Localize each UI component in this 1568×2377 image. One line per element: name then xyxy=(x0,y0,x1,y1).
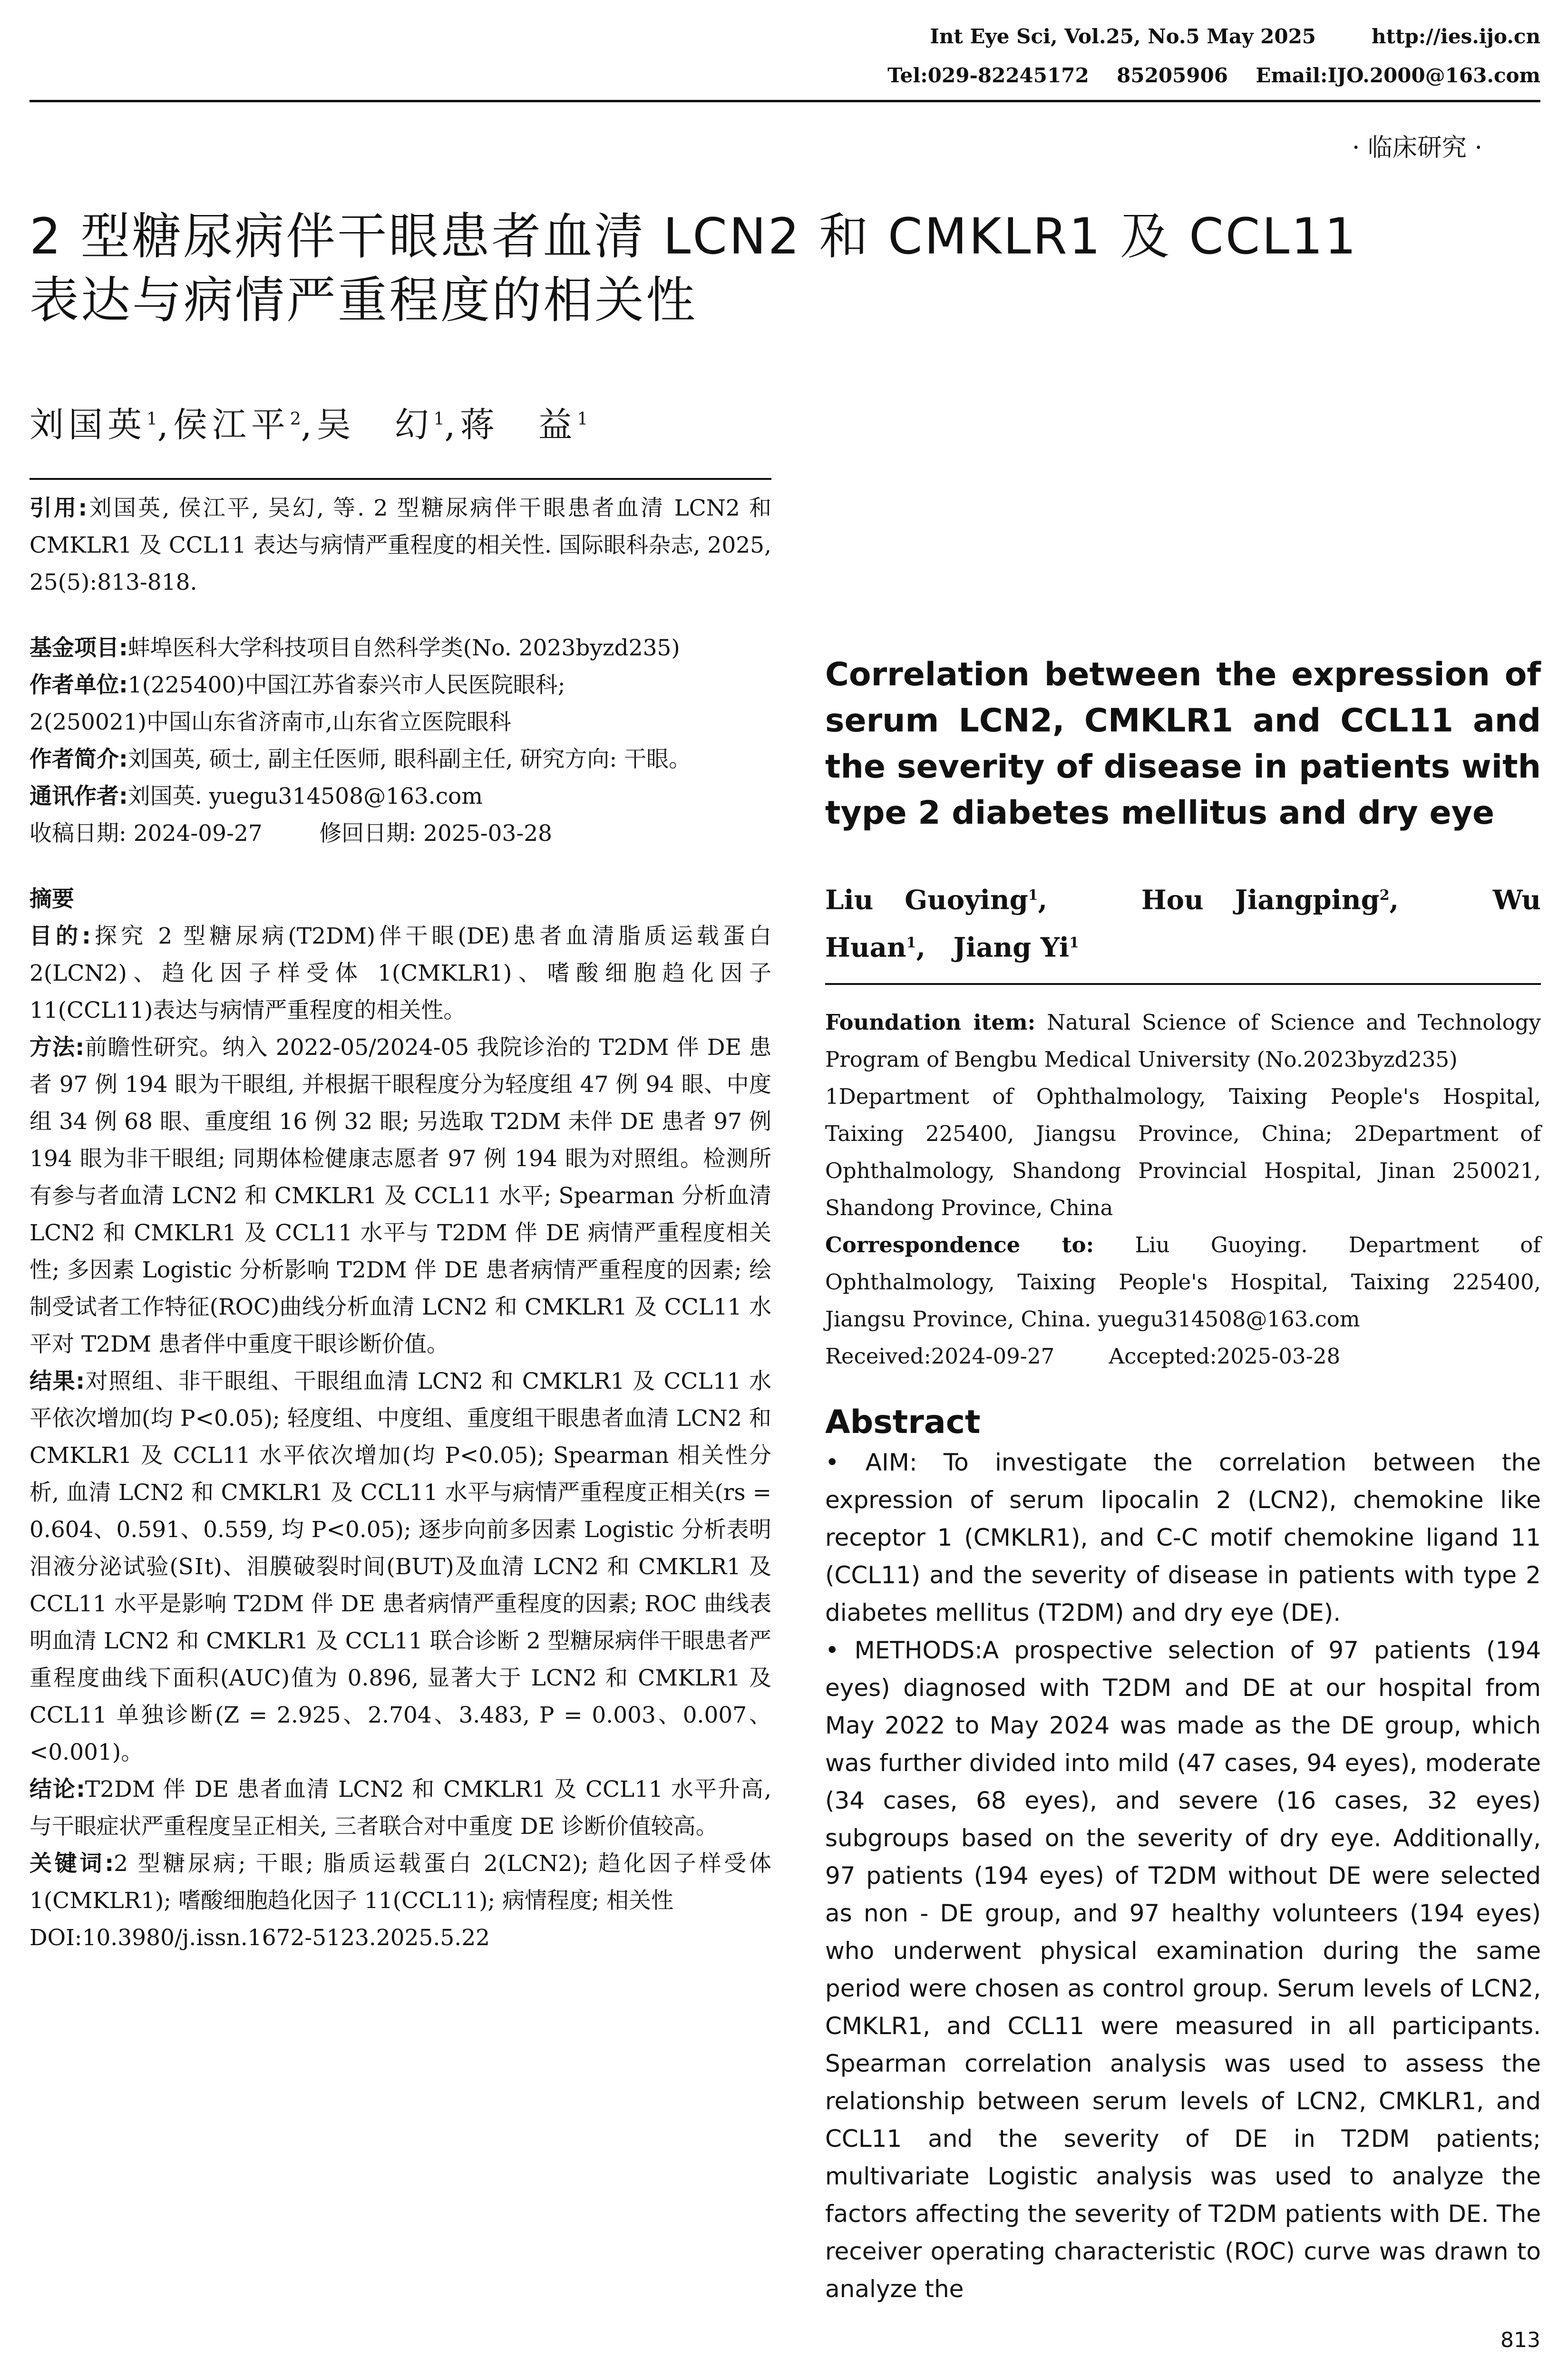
correspondence-cn xyxy=(29,778,771,815)
abstract-methods-en xyxy=(825,1632,1541,2308)
foundation-label: Foundation item: xyxy=(825,1010,1036,1035)
bio-text: 刘国英, 硕士, 副主任医师, 眼科副主任, 研究方向: 干眼。 xyxy=(127,746,691,772)
citation-text: 刘国英, 侯江平, 吴幻, 等. 2 型糖尿病伴干眼患者血清 LCN2 和 CMKLR1 及 CCL11 表达与病情严重程度的相关性. 国际眼科杂志, 2025, 25(5):813-818. xyxy=(29,495,771,595)
english-correspondence xyxy=(825,1227,1541,1338)
page-number: 813 xyxy=(1500,2328,1540,2352)
methods-label-en: • METHODS: xyxy=(825,1637,983,1665)
journal-info: Int Eye Sci, Vol.25, No.5 May 2025 http://ies.ijo.cn xyxy=(930,25,1540,48)
author-affil-mark: 1 xyxy=(433,409,445,429)
author-bio xyxy=(29,741,771,778)
keywords-text: 2 型糖尿病; 干眼; 脂质运载蛋白 2(LCN2); 趋化因子样受体 1(CMKLR1); 嗜酸细胞趋化因子 11(CCL11); 病情程度; 相关性 xyxy=(29,1851,771,1914)
spacer xyxy=(825,1375,1541,1401)
article-title xyxy=(29,205,1542,332)
author-affil-mark: 1 xyxy=(577,409,588,429)
received-date: 收稿日期: 2024-09-27 xyxy=(29,820,263,847)
doi: DOI:10.3980/j.issn.1672-5123.2025.5.22 xyxy=(29,1925,490,1951)
funding xyxy=(29,630,771,667)
author-list-en: Liu Guoying$^1$, Hou Jiangping$^2$, Wu Huan$^1$, Jiang Yi$^1$ xyxy=(825,884,1541,964)
results-label: 结果: xyxy=(29,1368,85,1394)
spacer xyxy=(29,852,771,881)
right-column xyxy=(825,652,1541,2308)
author-affil-mark: 1 xyxy=(146,409,157,429)
objective-label: 目的: xyxy=(29,923,91,949)
english-author-divider xyxy=(825,983,1541,985)
dates-cn xyxy=(29,815,771,852)
keywords-label: 关键词: xyxy=(29,1851,114,1877)
header-divider xyxy=(29,100,1540,102)
revised-date: 修回日期: 2025-03-28 xyxy=(319,820,553,847)
results-text: 对照组、非干眼组、干眼组血清 LCN2 和 CMKLR1 及 CCL11 水平依次增加(均 P<0.05); 轻度组、中度组、重度组干眼患者血清 LCN2 和 CMKLR1 及 CCL11 水平依次增加(均 P<0.05); Spearman 相关性分析, 血清 LCN2 和 CMKLR1 及 CCL11 水平与病情严重程度正相关(rs = 0.604、0.591、0.559, 均 P<0.05); 逐步向前多因素 Logistic 分析表明泪液分泌试验(SⅠt)、泪膜破裂时间(BUT)及血清 LCN2 和 CMKLR1 及 CCL11 水平是影响 T2DM 伴 DE 患者病情严重程度的因素; ROC 曲线表明血清 LCN2 和 CMKLR1 及 CCL11 联合诊断 2 型糖尿病伴干眼患者严重程度曲线下面积(AUC)值为 0.896, 显著大于 LCN2 和 CMKLR1 及 CCL11 单独诊断(Z = 2.925、2.704、3.483, P = 0.003、0.007、<0.001)。 xyxy=(29,1368,771,1765)
abstract-methods xyxy=(29,1029,771,1363)
author-name: 吴 幻 xyxy=(316,405,434,445)
correspondence-label-en: Correspondence to: xyxy=(825,1232,1094,1258)
accepted-date-en: Accepted:2025-03-28 xyxy=(1109,1344,1341,1369)
author-name: Hou Jiangping xyxy=(1141,884,1380,916)
conclusion-label: 结论: xyxy=(29,1776,85,1802)
funding-label: 基金项目: xyxy=(29,635,128,661)
author-affil-mark: 1 xyxy=(1069,934,1080,951)
title-line-2: 表达与病情严重程度的相关性 xyxy=(29,271,698,329)
english-title: Correlation between the expression of serum LCN2, CMKLR1 and CCL11 and the severity of disease in patients with type 2 diabetes mellitus and dry eye xyxy=(825,656,1541,832)
abstract-heading-en: Abstract xyxy=(825,1403,981,1442)
affiliation-text-1: 1(225400)中国江苏省泰兴市人民医院眼科; xyxy=(127,672,565,698)
methods-text: 前瞻性研究。纳入 2022-05/2024-05 我院诊治的 T2DM 伴 DE 患者 97 例 194 眼为干眼组, 并根据干眼程度分为轻度组 47 例 94 眼、中度组 34 例 68 眼、重度组 16 例 32 眼; 另选取 T2DM 未伴 DE 患者 97 例 194 眼为非干眼组; 同期体检健康志愿者 97 例 194 眼为对照组。检测所有参与者血清 LCN2 和 CMKLR1 及 CCL11 水平; Spearman 分析血清 LCN2 和 CMKLR1 及 CCL11 水平与 T2DM 伴 DE 病情严重程度相关性; 多因素 Logistic 分析影响 T2DM 伴 DE 患者病情严重程度的因素; 绘制受试者工作特征(ROC)曲线分析血清 LCN2 和 CMKLR1 及 CCL11 水平对 T2DM 患者伴中重度干眼诊断价值。 xyxy=(29,1034,771,1357)
affiliation-label: 作者单位: xyxy=(29,672,128,698)
methods-label: 方法: xyxy=(29,1034,85,1061)
spacer xyxy=(825,836,1541,874)
affiliation xyxy=(29,667,771,741)
author-affil-mark: 2 xyxy=(290,409,301,429)
keywords xyxy=(29,1845,771,1919)
conclusion-text: T2DM 伴 DE 患者血清 LCN2 和 CMKLR1 及 CCL11 水平升高, 与干眼症状严重程度呈正相关, 三者联合对中重度 DE 诊断价值较高。 xyxy=(29,1776,772,1840)
author-name: Jiang Yi xyxy=(953,932,1070,964)
spacer xyxy=(29,601,771,630)
foundation-text: Natural Science of Science and Technology Program of Bengbu Medical University (No.2023byzd235) xyxy=(825,1010,1541,1072)
citation xyxy=(29,490,771,601)
left-column xyxy=(29,490,771,1957)
author-name: 侯江平 xyxy=(173,405,290,445)
foundation-item xyxy=(825,1004,1541,1078)
section-tag: · 临床研究 · xyxy=(1352,134,1482,162)
affiliation-text-2: 2(250021)中国山东省济南市,山东省立医院眼科 xyxy=(29,709,511,735)
author-name: Liu Guoying xyxy=(825,884,1028,916)
english-dates xyxy=(825,1338,1541,1375)
objective-text: 探究 2 型糖尿病(T2DM)伴干眼(DE)患者血清脂质运载蛋白 2(LCN2)、趋化因子样受体 1(CMKLR1)、嗜酸细胞趋化因子 11(CCL11)表达与病情严重程度的相关性。 xyxy=(29,923,772,1023)
abstract-objective xyxy=(29,918,771,1029)
methods-text-en: A prospective selection of 97 patients (194 eyes) diagnosed with T2DM and DE at our hospital from May 2022 to May 2024 was made as the DE group, which was further divided into mild (47 cases, 94 eyes), moderate (34 cases, 68 eyes), and severe (16 cases, 32 eyes) subgroups based on the severity of dry eye. Additionally, 97 patients (194 eyes) of T2DM without DE were selected as non - DE group, and 97 healthy volunteers (194 eyes) who underwent physical examination during the same period were chosen as control group. Serum levels of LCN2, CMKLR1, and CCL11 were measured in all participants. Spearman correlation analysis was used to assess the relationship between serum levels of LCN2, CMKLR1, and CCL11 and the severity of DE in T2DM patients; multivariate Logistic analysis was used to analyze the factors affecting the severity of T2DM patients with DE. The receiver operating characteristic (ROC) curve was drawn to analyze the xyxy=(825,1637,1541,2303)
author-divider xyxy=(29,478,771,480)
correspondence-text-en: Liu Guoying. Department of Ophthalmology, Taixing People's Hospital, Taixing 225400, Jiangsu Province, China. yuegu314508@163.com xyxy=(825,1232,1541,1332)
abstract-aim xyxy=(825,1444,1541,1632)
title-line-1: 2 型糖尿病伴干眼患者血清 LCN2 和 CMKLR1 及 CCL11 xyxy=(29,207,1358,265)
abstract-heading-cn: 摘要 xyxy=(29,886,74,912)
author-name: 蒋 益 xyxy=(460,405,577,445)
author-name: 刘国英 xyxy=(29,405,147,445)
funding-text: 蚌埠医科大学科技项目自然科学类(No. 2023byzd235) xyxy=(127,635,680,661)
correspondence-text: 刘国英. yuegu314508@163.com xyxy=(127,783,483,809)
correspondence-label: 通讯作者: xyxy=(29,783,128,809)
author-name: Wu Huan xyxy=(825,884,1541,964)
bio-label: 作者简介: xyxy=(29,746,128,772)
abstract-results xyxy=(29,1363,771,1771)
contact-info: Tel:029-82245172 85205906 Email:IJO.2000@163.com xyxy=(887,64,1540,87)
author-affil-mark: 1 xyxy=(906,934,916,951)
citation-label: 引用: xyxy=(29,495,88,521)
author-affil-mark: 1 xyxy=(1028,887,1038,904)
received-date-en: Received:2024-09-27 xyxy=(825,1344,1055,1369)
abstract-conclusion xyxy=(29,1771,771,1845)
english-affiliation: 1Department of Ophthalmology, Taixing People's Hospital, Taixing 225400, Jiangsu Province, China; 2Department of Ophthalmology, Shandong Provincial Hospital, Jinan 250021, Shandong Province, China xyxy=(825,1084,1541,1221)
aim-label: • AIM: xyxy=(825,1449,917,1477)
aim-text: To investigate the correlation between the expression of serum lipocalin 2 (LCN2), chemokine like receptor 1 (CMKLR1), and C-C motif chemokine ligand 11 (CCL11) and the severity of disease in patients with type 2 diabetes mellitus (T2DM) and dry eye (DE). xyxy=(825,1449,1541,1627)
author-list-cn: 刘国英$^1$,侯江平$^2$,吴 幻$^1$,蒋 益$^1$ xyxy=(29,405,588,445)
author-affil-mark: 2 xyxy=(1379,887,1390,904)
